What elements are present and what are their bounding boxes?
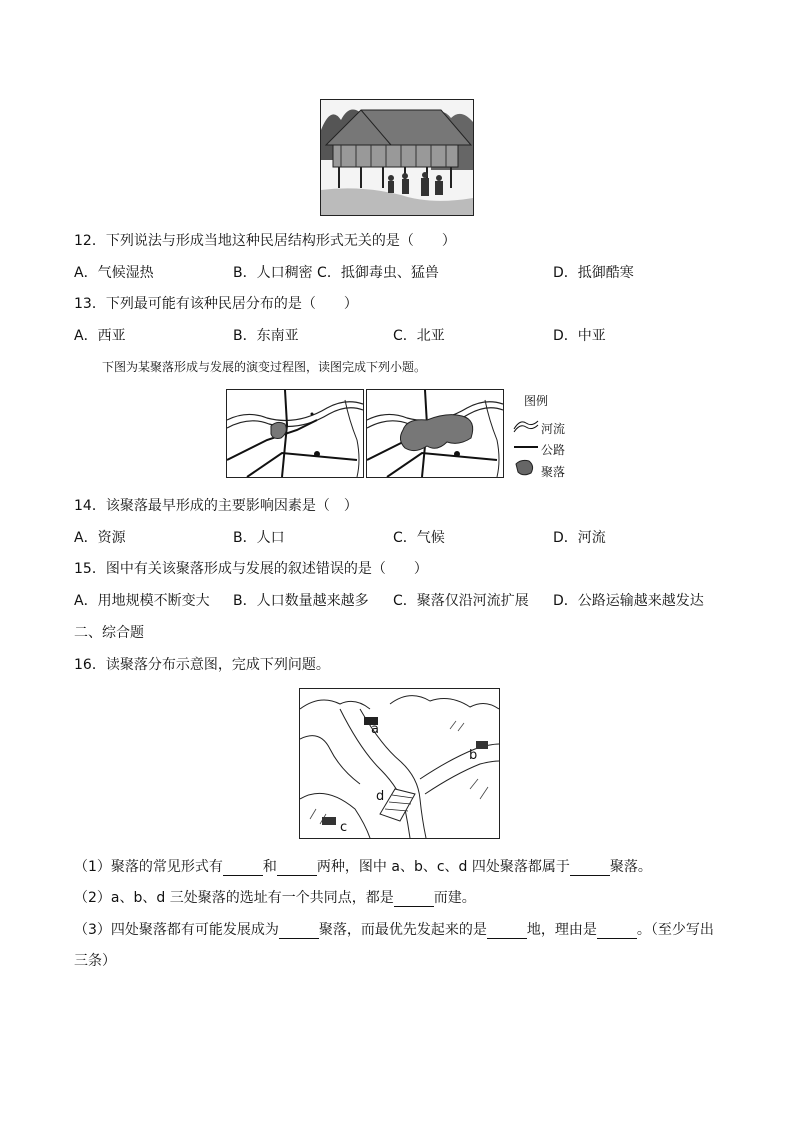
legend-road-label: 公路 [541, 443, 566, 457]
map-label-d: d [376, 789, 385, 804]
q12-option-a: A．气候湿热 [74, 265, 154, 281]
answer-blank[interactable] [394, 892, 434, 907]
stilt-house-illustration [320, 99, 474, 216]
section-heading: 二、综合题 [74, 625, 144, 641]
answer-blank[interactable] [597, 924, 637, 939]
legend-river-icon [512, 417, 540, 437]
q14-stem: 14．该聚落最早形成的主要影响因素是（ ） [74, 498, 358, 514]
q15-stem: 15．图中有关该聚落形成与发展的叙述错误的是（ ） [74, 561, 428, 577]
q14-option-d: D．河流 [553, 530, 606, 546]
q16-part2: （2）a、b、d 三处聚落的选址有一个共同点，都是 而建。 [74, 890, 476, 906]
q13-stem: 13．下列最可能有该种民居分布的是（ ） [74, 296, 358, 312]
q14-option-c: C．气候 [393, 530, 445, 546]
q13-option-c: C．北亚 [393, 328, 445, 344]
map-label-c: c [340, 820, 348, 835]
answer-blank[interactable] [570, 861, 610, 876]
legend-settlement-icon [513, 458, 537, 482]
figure-intro: 下图为某聚落形成与发展的演变过程图，读图完成下列小题。 [102, 360, 427, 374]
q15-option-c: C．聚落仅沿河流扩展 [393, 593, 529, 609]
answer-blank[interactable] [279, 924, 319, 939]
map-label-a: a [371, 722, 379, 737]
answer-blank[interactable] [223, 861, 263, 876]
q14-option-a: A．资源 [74, 530, 126, 546]
q16-part1: （1）聚落的常见形式有 和 两种，图中 a、b、c、d 四处聚落都属于 聚落。 [74, 859, 652, 875]
q12-option-bc: B．人口稠密 C．抵御毒虫、猛兽 [233, 265, 439, 281]
q16-part3-cont: 三条） [74, 953, 116, 969]
legend-river-label: 河流 [541, 422, 566, 436]
q16-stem: 16．读聚落分布示意图，完成下列问题。 [74, 657, 330, 673]
q13-option-b: B．东南亚 [233, 328, 299, 344]
settlement-map-stage-1 [226, 389, 364, 478]
settlement-map-stage-2 [366, 389, 504, 478]
q12-option-d: D．抵御酷寒 [553, 265, 634, 281]
q13-option-d: D．中亚 [553, 328, 606, 344]
q13-option-a: A．西亚 [74, 328, 126, 344]
q15-option-d: D．公路运输越来越发达 [553, 593, 704, 609]
legend-title: 图例 [524, 394, 549, 408]
answer-blank[interactable] [277, 861, 317, 876]
q14-option-b: B．人口 [233, 530, 285, 546]
q16-part3: （3）四处聚落都有可能发展成为 聚落，而最优先发起来的是 地，理由是 。（至少写出 [74, 922, 714, 938]
q12-stem: 12．下列说法与形成当地这种民居结构形式无关的是（ ） [74, 233, 456, 249]
answer-blank[interactable] [487, 924, 527, 939]
legend-road-icon [512, 440, 540, 456]
legend-settlement-label: 聚落 [541, 465, 566, 479]
settlement-distribution-map [299, 688, 500, 839]
map-label-b: b [469, 748, 478, 763]
q15-option-a: A．用地规模不断变大 [74, 593, 210, 609]
q15-option-b: B．人口数量越来越多 [233, 593, 369, 609]
